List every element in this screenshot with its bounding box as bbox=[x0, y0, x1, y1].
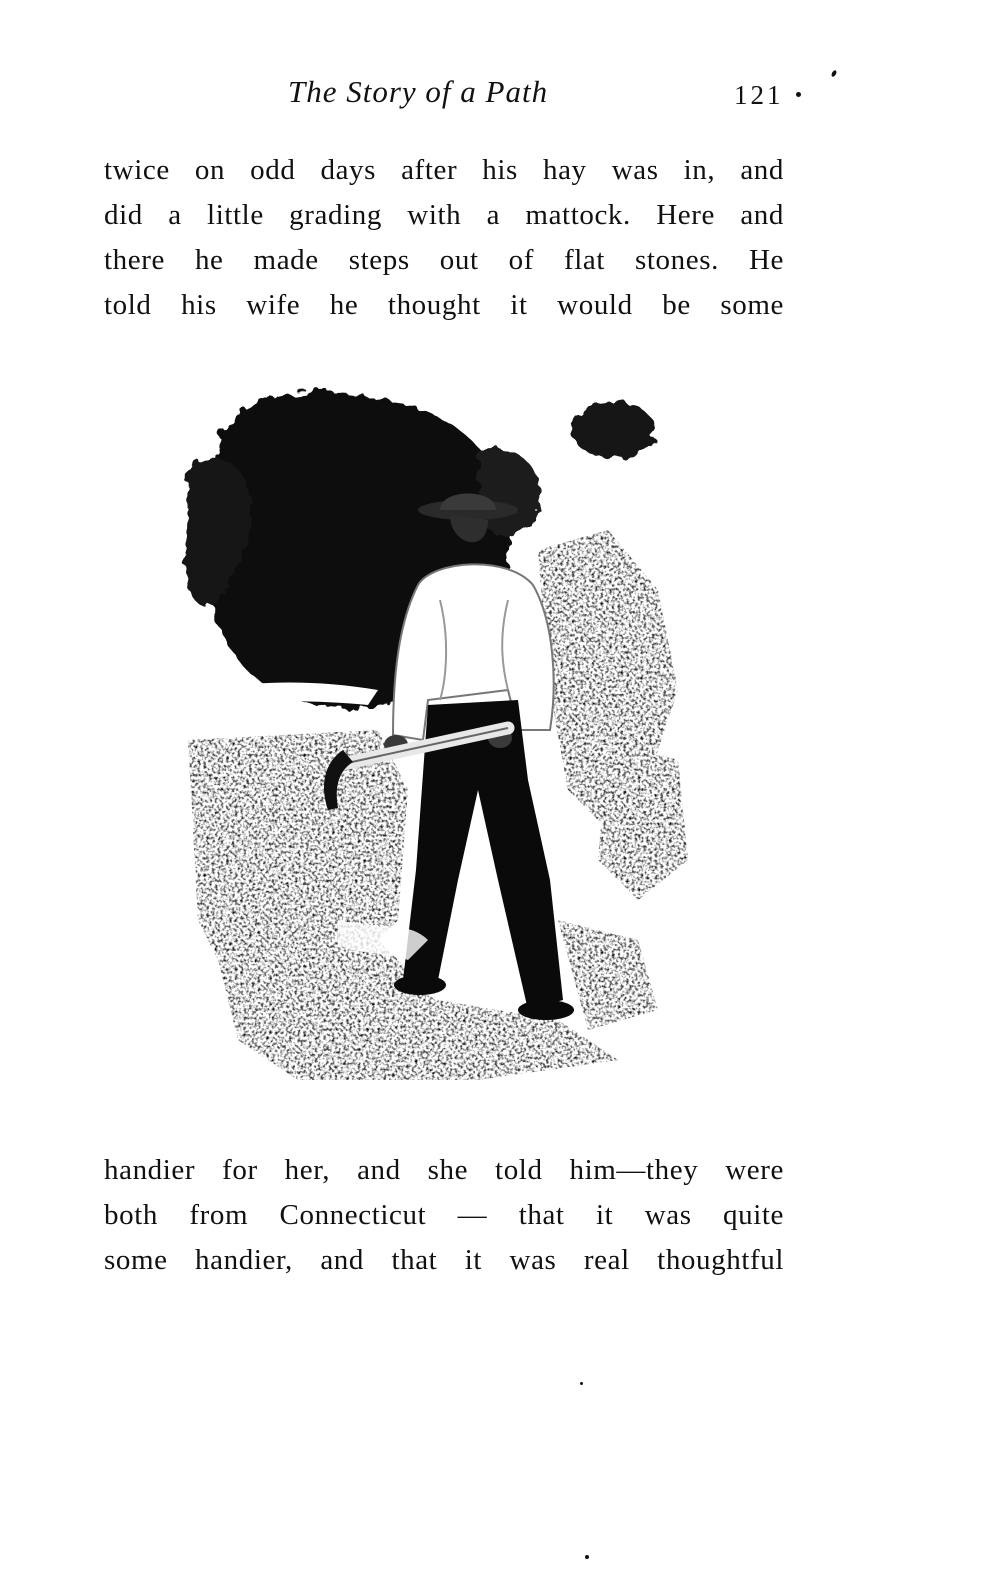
page-number: 121 bbox=[734, 80, 784, 110]
body-text-top bbox=[104, 148, 784, 328]
text-line: some handier, and that it was real thoughtful bbox=[104, 1244, 784, 1276]
body-text-bottom bbox=[104, 1148, 784, 1283]
bush-upper-right bbox=[571, 402, 655, 458]
text-line: handier for her, and she told him—they were bbox=[104, 1154, 784, 1186]
ink-speck bbox=[831, 69, 838, 77]
ink-speck bbox=[796, 92, 801, 97]
text-line: told his wife he thought it would be some bbox=[104, 289, 784, 321]
man-with-mattock-photo bbox=[178, 360, 718, 1120]
text-line: did a little grading with a mattock. Here and bbox=[104, 199, 784, 231]
text-line: twice on odd days after his hay was in, and bbox=[104, 154, 784, 186]
text-line: both from Connecticut — that it was quite bbox=[104, 1199, 784, 1231]
ink-speck bbox=[585, 1555, 589, 1559]
ink-speck bbox=[580, 1382, 583, 1385]
foliage-right bbox=[538, 530, 688, 900]
running-title: The Story of a Path bbox=[288, 74, 549, 109]
text-line: there he made steps out of flat stones. He bbox=[104, 244, 784, 276]
